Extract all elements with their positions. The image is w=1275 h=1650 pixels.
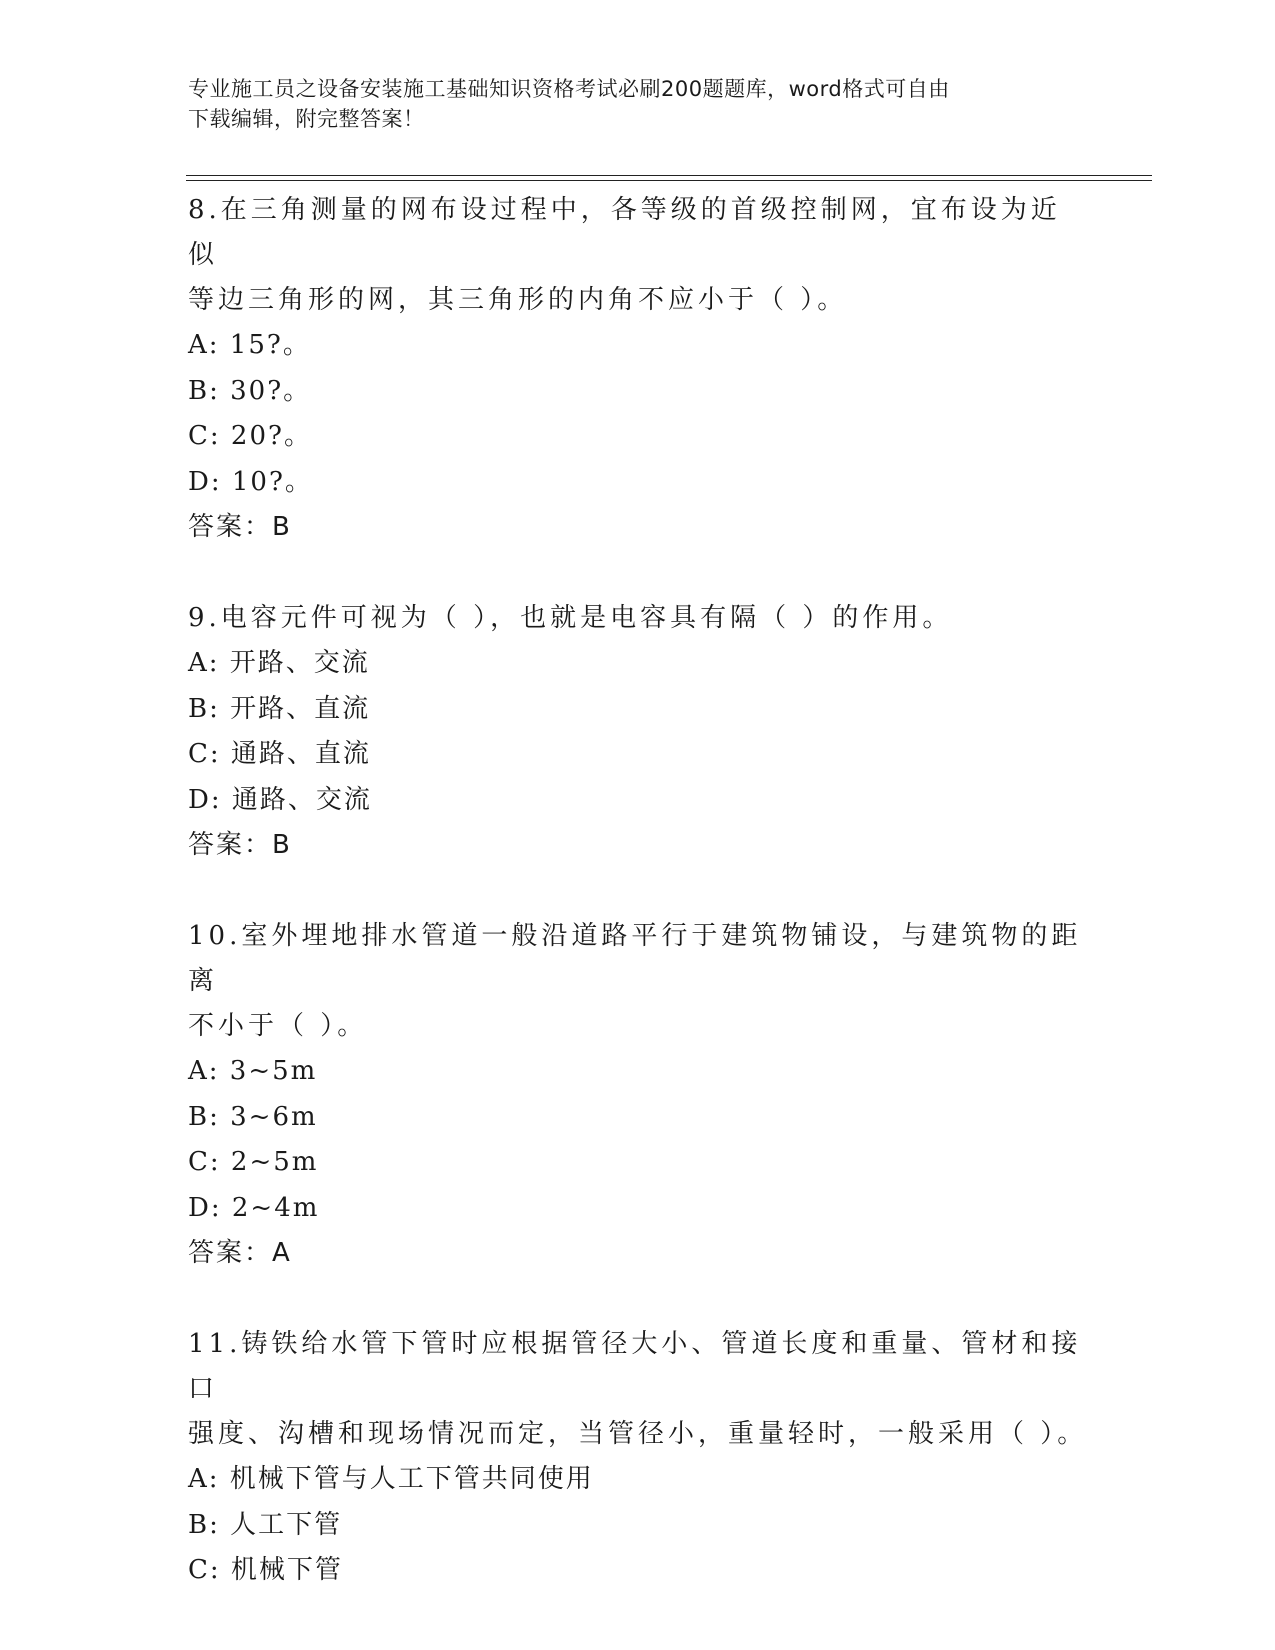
answer: 答案：B	[188, 512, 292, 542]
question-stem-line: 11.铸铁给水管下管时应根据管径大小、管道长度和重量、管材和接口	[188, 1329, 1082, 1404]
option-a: A: 开路、交流	[188, 648, 370, 678]
answer: 答案：B	[188, 830, 292, 860]
question-stem-line: 不小于（ ）。	[188, 1011, 368, 1041]
option-c: C: 通路、直流	[188, 739, 371, 769]
option-b: B: 人工下管	[188, 1509, 343, 1540]
question-stem-line: 10.室外埋地排水管道一般沿道路平行于建筑物铺设，与建筑物的距离	[188, 921, 1082, 996]
option-b: B: 开路、直流	[188, 693, 371, 724]
header-divider-top	[186, 175, 1152, 176]
question-list	[188, 188, 1088, 1640]
option-b: B: 30?。	[188, 375, 312, 406]
option-d: D: 2~4m	[188, 1192, 320, 1223]
option-a: A: 3~5m	[188, 1056, 318, 1086]
answer: 答案：A	[188, 1238, 292, 1268]
header-line-2: 下载编辑，附完整答案！	[188, 107, 425, 131]
option-a: A: 15?。	[188, 330, 311, 360]
option-b: B: 3~6m	[188, 1101, 318, 1132]
option-d: D: 10?。	[188, 466, 313, 497]
option-c: C: 2~5m	[188, 1147, 319, 1177]
option-d: D: 通路、交流	[188, 784, 372, 815]
option-a: A: 机械下管与人工下管共同使用	[188, 1464, 594, 1494]
document-header	[188, 74, 1068, 134]
question-stem-line: 强度、沟槽和现场情况而定，当管径小，重量轻时，一般采用（ ）。	[188, 1419, 1088, 1449]
question-11	[188, 1322, 1088, 1594]
question-stem-line: 8.在三角测量的网布设过程中，各等级的首级控制网，宜布设为近似	[188, 195, 1061, 270]
question-stem-line: 等边三角形的网，其三角形的内角不应小于（ ）。	[188, 285, 848, 315]
header-divider-bottom	[186, 180, 1152, 181]
question-8	[188, 188, 1088, 550]
header-line-1: 专业施工员之设备安装施工基础知识资格考试必刷200题题库，word格式可自由	[188, 77, 950, 101]
option-c: C: 机械下管	[188, 1555, 343, 1585]
option-c: C: 20?。	[188, 421, 312, 451]
question-9	[188, 596, 1088, 868]
question-stem-line: 9.电容元件可视为（ ），也就是电容具有隔（ ）的作用。	[188, 603, 953, 633]
question-10	[188, 914, 1088, 1276]
